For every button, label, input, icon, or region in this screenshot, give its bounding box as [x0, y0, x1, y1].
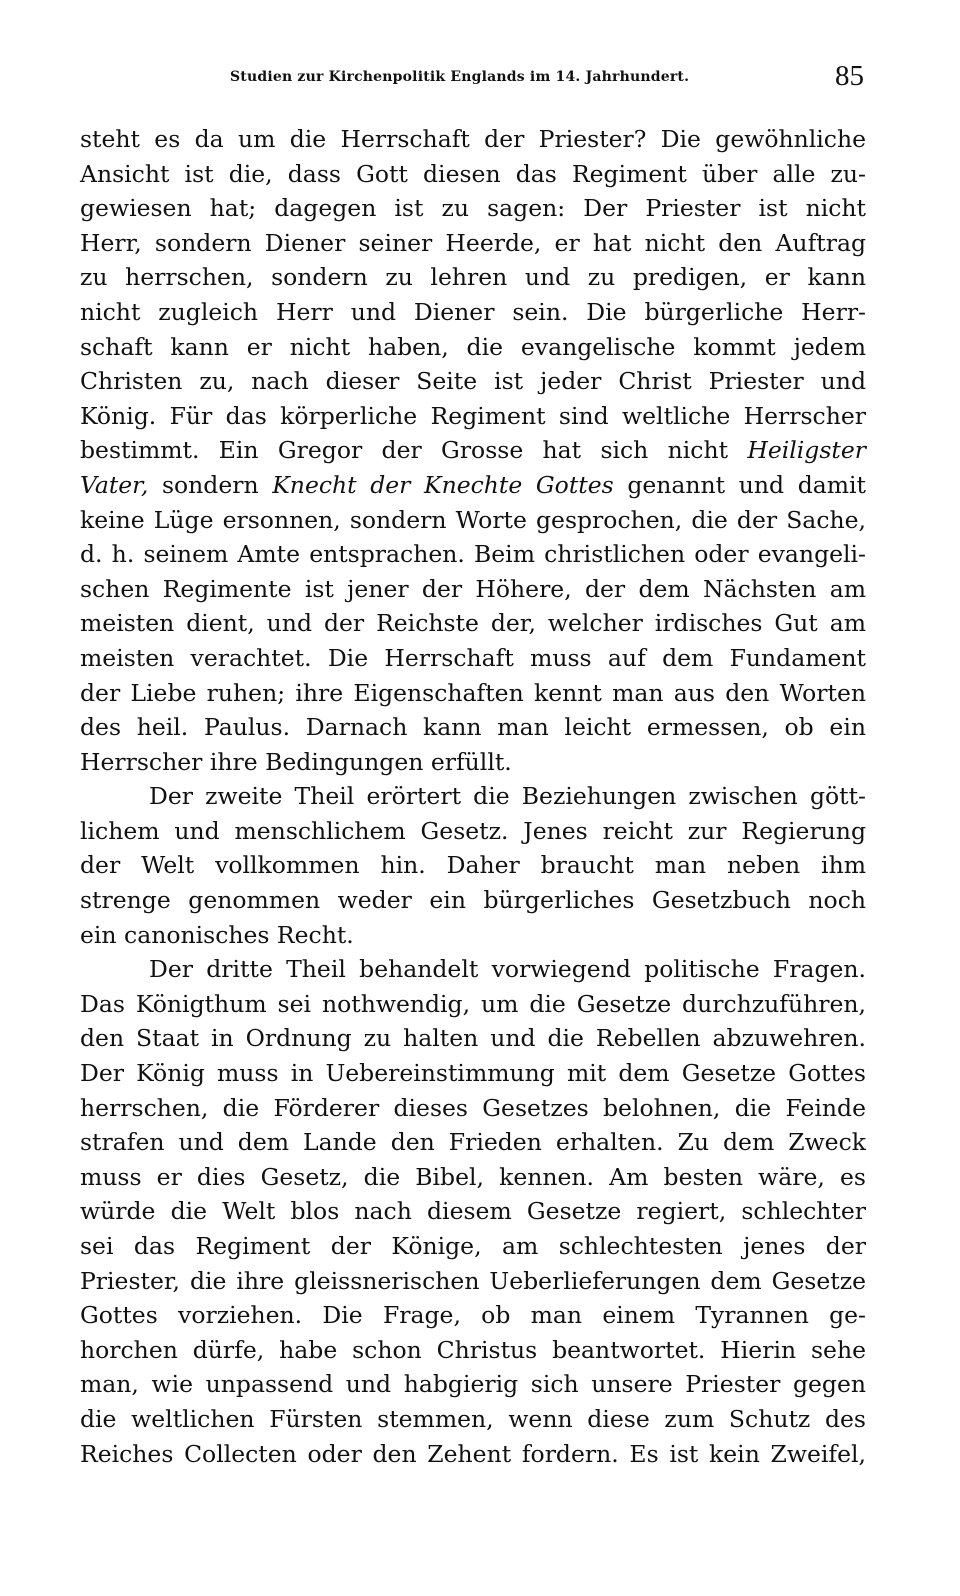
text-line: würde die Welt blos nach diesem Gesetze regiert, schlechter: [80, 1197, 866, 1226]
italic-title-vater: Vater,: [80, 470, 149, 499]
text-line: Gottes vorziehen. Die Frage, ob man einem Tyrannen ge-: [80, 1301, 866, 1330]
text-line-paragraph-end: ein canonisches Recht.: [80, 920, 354, 949]
text-line: schen Regimente ist jener der Höhere, der dem Nächsten am: [80, 574, 866, 603]
italic-title-heiligster: Heiligster: [747, 436, 866, 465]
text-line-paragraph-end: Herrscher ihre Bedingungen erfüllt.: [80, 747, 512, 776]
text-line: d. h. seinem Amte entsprachen. Beim christlichen oder evangeli-: [80, 540, 866, 569]
text-line: Das Königthum sei nothwendig, um die Gesetze durchzuführen,: [80, 989, 866, 1018]
text-line: horchen dürfe, habe schon Christus beantwortet. Hierin sehe: [80, 1335, 866, 1364]
text-line: keine Lüge ersonnen, sondern Worte gesprochen, die der Sache,: [80, 505, 866, 534]
text-line: schaft kann er nicht haben, die evangelische kommt jedem: [80, 332, 866, 361]
text-line-with-italic: [80, 433, 866, 468]
text-line-with-italic: [80, 468, 866, 503]
text-line-paragraph-start: Der dritte Theil behandelt vorwiegend politische Fragen.: [149, 955, 866, 984]
text-line: Reiches Collecten oder den Zehent fordern. Es ist kein Zweifel,: [80, 1439, 866, 1468]
text-span: sondern: [161, 470, 259, 499]
text-line: Ansicht ist die, dass Gott diesen das Regiment über alle zu-: [80, 159, 866, 188]
text-line: Herr, sondern Diener seiner Heerde, er hat nicht den Auftrag: [80, 228, 866, 257]
text-line: der Liebe ruhen; ihre Eigenschaften kennt man aus den Worten: [80, 678, 866, 707]
text-line: herrschen, die Förderer dieses Gesetzes belohnen, die Feinde: [80, 1093, 866, 1122]
running-head: [80, 60, 866, 94]
text-line: lichem und menschlichem Gesetz. Jenes reicht zur Regierung: [80, 816, 866, 845]
text-line: muss er dies Gesetz, die Bibel, kennen. Am besten wäre, es: [80, 1162, 866, 1191]
text-line: den Staat in Ordnung zu halten und die Rebellen abzuwehren.: [80, 1024, 866, 1053]
text-line-paragraph-start: Der zweite Theil erörtert die Beziehungen zwischen gött-: [149, 782, 866, 811]
text-line: man, wie unpassend und habgierig sich unsere Priester gegen: [80, 1370, 866, 1399]
text-line: steht es da um die Herrschaft der Priester? Die gewöhnliche: [80, 125, 866, 153]
text-line: Christen zu, nach dieser Seite ist jeder Christ Priester und: [80, 367, 866, 396]
page-number: 85: [835, 60, 864, 92]
text-span: genannt und damit: [627, 470, 866, 499]
text-line: Priester, die ihre gleissnerischen Ueberlieferungen dem Gesetze: [80, 1266, 866, 1295]
text-line: Der König muss in Uebereinstimmung mit dem Gesetze Gottes: [80, 1059, 866, 1088]
text-line: des heil. Paulus. Darnach kann man leicht ermessen, ob ein: [80, 713, 866, 742]
text-line: sei das Regiment der Könige, am schlechtesten jenes der: [80, 1232, 866, 1260]
text-line: meisten verachtet. Die Herrschaft muss auf dem Fundament: [80, 643, 866, 672]
text-line: strenge genommen weder ein bürgerliches Gesetzbuch noch: [80, 886, 866, 915]
text-line: gewiesen hat; dagegen ist zu sagen: Der Priester ist nicht: [80, 194, 866, 223]
italic-title-knecht: Knecht der Knechte Gottes: [272, 470, 614, 499]
text-line: strafen und dem Lande den Frieden erhalten. Zu dem Zweck: [80, 1128, 866, 1157]
text-line: der Welt vollkommen hin. Daher braucht man neben ihm: [80, 851, 866, 880]
text-span: bestimmt. Ein Gregor der Grosse hat sich nicht: [80, 436, 729, 465]
text-line: die weltlichen Fürsten stemmen, wenn diese zum Schutz des: [80, 1404, 866, 1433]
text-line: zu herrschen, sondern zu lehren und zu predigen, er kann: [80, 263, 866, 292]
text-line: nicht zugleich Herr und Diener sein. Die bürgerliche Herr-: [80, 297, 866, 326]
text-line: König. Für das körperliche Regiment sind weltliche Herrscher: [80, 401, 866, 430]
running-title: Studien zur Kirchenpolitik Englands im 14. Jahrhundert.: [230, 69, 690, 85]
text-line: meisten dient, und der Reichste der, welcher irdisches Gut am: [80, 609, 866, 638]
body-text: [80, 122, 866, 1471]
